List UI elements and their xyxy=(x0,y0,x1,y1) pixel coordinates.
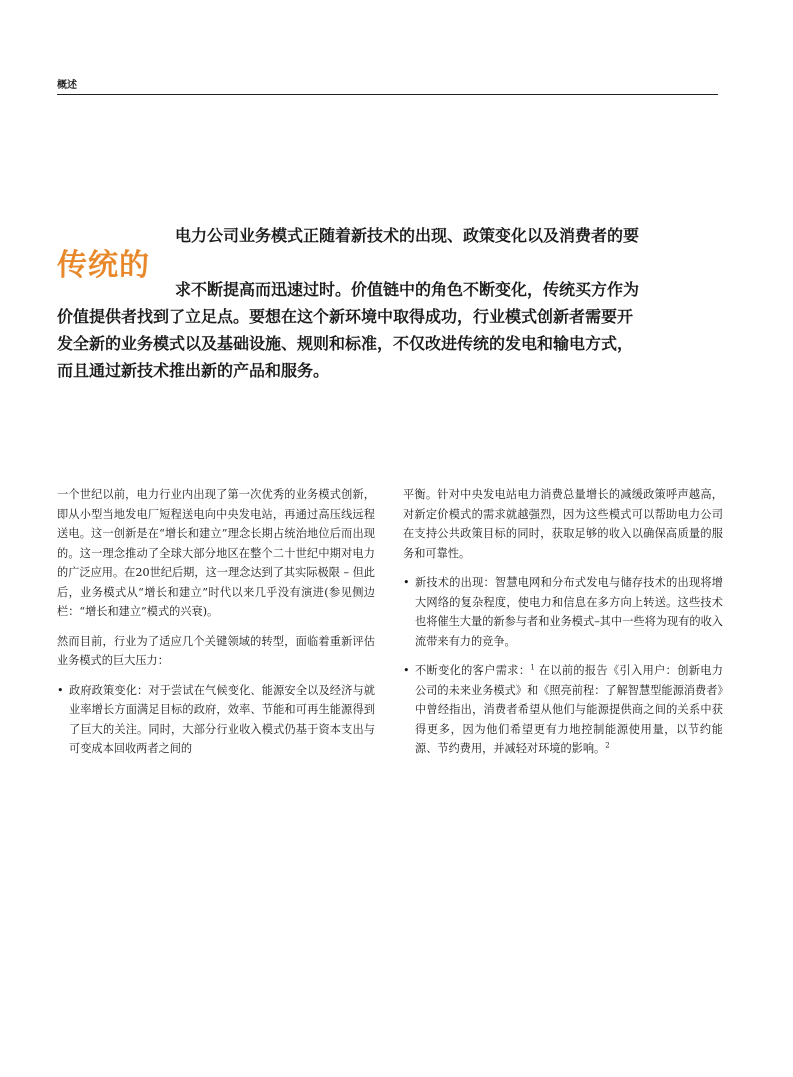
bullet-icon: • xyxy=(403,664,410,677)
bullet-text: 新技术的出现：智慧电网和分布式发电与储存技术的出现将增大网络的复杂程度，使电力和信息在多方向上转送。这些技术也将催生大量的新参与者和业务模式–其中一些将为现有的收入流带来有力的竞争。 xyxy=(415,576,723,648)
intro-line-5: 而且通过新技术推出新的产品和服务。 xyxy=(57,361,330,380)
intro-line-4: 发全新的业务模式以及基础设施、规则和标准，不仅改进传统的发电和输电方式， xyxy=(57,334,634,353)
body-paragraph: 平衡。针对中央发电站电力消费总量增长的减缓政策呼声越高，对新定价模式的需求就越强烈，因为这些模式可以帮助电力公司在支持公共政策目标的同时，获取足够的收入以确保高质量的服务和可靠性。 xyxy=(403,488,723,560)
intro-line-2: 求不断提高而迅速过时。价值链中的角色不断变化，传统买方作为 xyxy=(175,280,640,299)
footnote-ref: 2 xyxy=(605,741,610,750)
bullet-icon: • xyxy=(403,576,410,589)
intro-line-1: 电力公司业务模式正随着新技术的出现、政策变化以及消费者的要 xyxy=(175,226,640,245)
bullet-text xyxy=(415,664,723,755)
right-column xyxy=(403,485,723,769)
section-label: 概述 xyxy=(57,80,77,91)
intro-line-3: 价值提供者找到了立足点。要想在这个新环境中取得成功，行业模式创新者需要开 xyxy=(57,307,634,326)
bullet-item xyxy=(403,661,723,759)
footnote-ref: 1 xyxy=(530,663,535,672)
bullet-text-part: 不断变化的客户需求： xyxy=(415,664,531,677)
lead-word: 传统的 xyxy=(57,248,150,283)
bullet-text: 政府政策变化：对于尝试在气候变化、能源安全以及经济与就业率增长方面满足目标的政府，效率、节能和可再生能源得到了巨大的关注。同时，大部分行业收入模式仍基于资本支出与可变成本回收两者之间的 xyxy=(69,683,375,755)
bullet-text-part: 在以前的报告《引入用户：创新电力公司的未来业务模式》和《照亮前程：了解智慧型能源消费者》中曾经指出，消费者希望从他们与能源提供商之间的关系中获得更多，因为他们希望更有力地控制能源使用量，以节约能源、节约费用，并减轻对环境的影响。 xyxy=(415,664,723,755)
body-paragraph: 一个世纪以前，电力行业内出现了第一次优秀的业务模式创新，即从小型当地发电厂短程送电向中央发电站，再通过高压线远程送电。这一创新是在“增长和建立”理念长期占统治地位后而出现的。这一理念推动了全球大部分地区在整个二十世纪中期对电力的广泛应用。在20世纪后期，这一理念达到了其实际极限 – 但此后，业务模式从“增长和建立”时代以来几乎没有演进(参见侧边栏：“增长和建立”模式的兴衰)。 xyxy=(57,488,375,618)
intro-paragraph xyxy=(57,222,718,384)
bullet-item xyxy=(403,573,723,651)
left-column xyxy=(57,485,375,769)
header-divider xyxy=(57,94,718,95)
bullet-item xyxy=(57,681,375,759)
bullet-icon: • xyxy=(57,683,64,697)
body-paragraph: 然而目前，行业为了适应几个关键领域的转型，面临着重新评估业务模式的巨大压力： xyxy=(57,634,375,667)
